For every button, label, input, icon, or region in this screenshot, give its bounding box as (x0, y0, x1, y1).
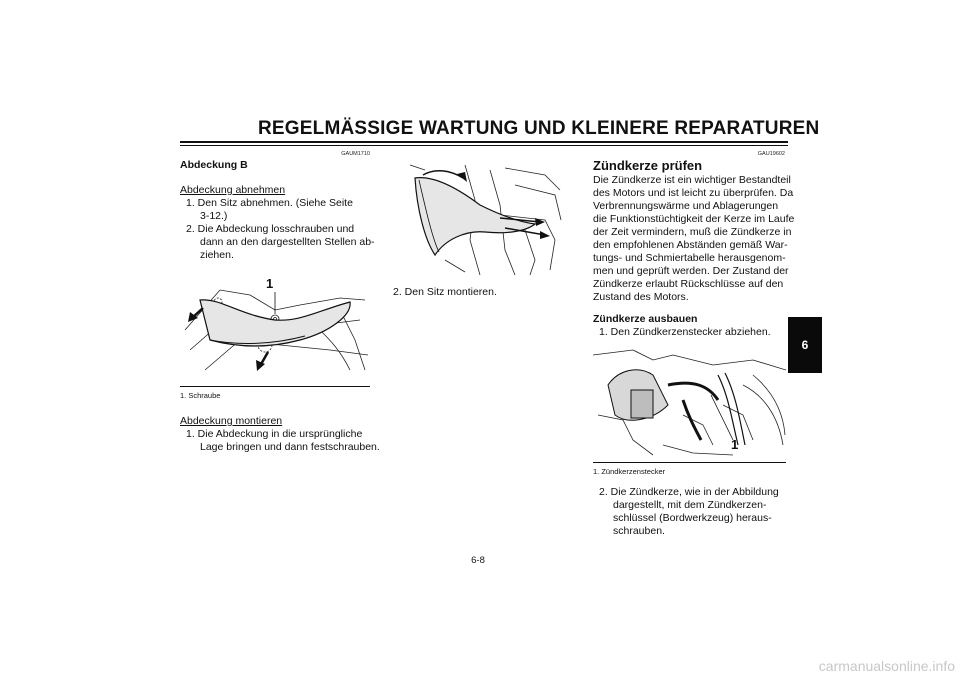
step-line: 2. Die Zündkerze, wie in der Abbildung (599, 486, 779, 498)
watermark: carmanualsonline.info (818, 658, 955, 674)
paragraph-line: tungs- und Schmiertabelle herausgenom- (593, 252, 786, 264)
cover-b-illustration (180, 270, 370, 382)
figure-caption: 1. Zündkerzenstecker (593, 467, 666, 476)
paragraph-line: die Funktionstüchtigkeit der Kerze im Laufe (593, 213, 795, 225)
title-rule-thin (180, 145, 788, 146)
spark-plug-illustration (593, 345, 786, 462)
paragraph-line: Zündkerze erlaubt Rückschlüsse auf den (593, 278, 784, 290)
page-title: REGELMÄSSIGE WARTUNG UND KLEINERE REPARATUREN (258, 118, 820, 139)
figure-callout: 1 (266, 276, 274, 291)
section-code: GAUM1710 (341, 151, 370, 157)
section-heading: Zündkerze prüfen (593, 158, 703, 173)
step-line: 2. Die Abdeckung losschrauben und (186, 223, 355, 235)
paragraph-line: Zustand des Motors. (593, 291, 689, 303)
paragraph-line: Die Zündkerze ist ein wichtiger Bestandteil (593, 174, 791, 186)
step-line: 2. Den Sitz montieren. (393, 286, 497, 298)
step-line: ziehen. (200, 249, 234, 261)
subheading-remove: Abdeckung abnehmen (180, 184, 286, 196)
step-line: 1. Den Zündkerzenstecker abziehen. (599, 326, 771, 338)
paragraph-line: der Zeit vermindern, muß die Zündkerze in (593, 226, 792, 238)
step-line: 3-12.) (200, 210, 228, 222)
step-line: 1. Die Abdeckung in die ursprüngliche (186, 428, 363, 440)
step-line: dann an den dargestellten Stellen ab- (200, 236, 375, 248)
chapter-tab[interactable]: 6 (788, 317, 822, 373)
figure-callout: 1 (731, 437, 739, 452)
paragraph-line: des Motors und ist leicht zu überprüfen. Da (593, 187, 794, 199)
figure-caption: 1. Schraube (180, 391, 221, 400)
paragraph-line: Verbrennungswärme und Ablagerungen (593, 200, 779, 212)
step-line: schrauben. (613, 525, 665, 537)
paragraph-line: den empfohlenen Abständen gemäß War- (593, 239, 788, 251)
caption-rule (593, 462, 786, 463)
step-line: 1. Den Sitz abnehmen. (Siehe Seite (186, 197, 353, 209)
step-line: dargestellt, mit dem Zündkerzen- (613, 499, 767, 511)
subheading-install: Abdeckung montieren (180, 415, 283, 427)
seat-illustration (405, 160, 563, 277)
title-rule (180, 141, 788, 143)
section-heading: Abdeckung B (180, 159, 248, 171)
page-number: 6-8 (471, 555, 485, 566)
step-line: Lage bringen und dann festschrauben. (200, 441, 380, 453)
subheading-remove-plug: Zündkerze ausbauen (593, 313, 698, 325)
section-code: GAU19602 (757, 151, 785, 157)
paragraph-line: men und geprüft werden. Der Zustand der (593, 265, 789, 277)
caption-rule (180, 386, 370, 387)
step-line: schlüssel (Bordwerkzeug) heraus- (613, 512, 772, 524)
